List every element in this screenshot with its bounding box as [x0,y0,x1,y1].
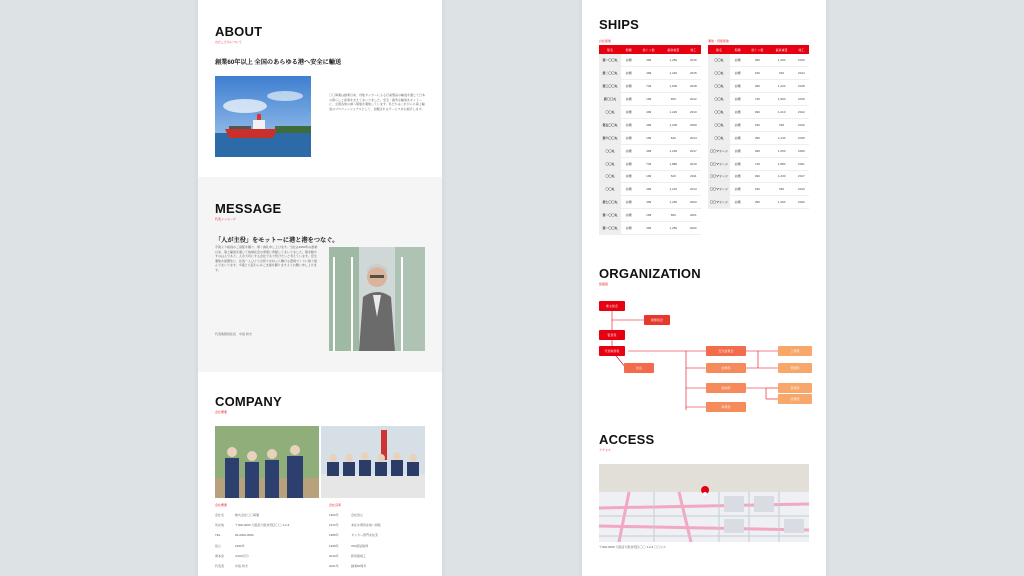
ship-cell: 1,230 [769,170,793,183]
ship-name: 第一〇〇丸 [599,54,621,67]
ship-cell: 油槽 [730,54,745,67]
ship-cell: 油槽 [621,80,636,93]
ship-cell: 2021 [794,157,809,170]
ship-cell: 2020 [794,144,809,157]
ship-name: 〇〇丸 [708,93,730,106]
ship-cell: 油槽 [730,196,745,209]
ship-cell: 1,250 [661,222,686,235]
org-box-auditor: 監査役 [599,330,625,340]
ship-cell: 199 [745,67,769,80]
ships-title: SHIPS [599,17,640,32]
info-label: 設立 [215,543,222,548]
access-subtitle: アクセス [599,448,611,452]
ship-cell: 2015 [794,131,809,144]
history-row [329,523,429,528]
ship-cell: 油槽 [730,106,745,119]
ship-cell: 199 [745,118,769,131]
ship-cell: 油槽 [621,196,636,209]
history-row [329,554,429,559]
info-label: 代表者 [215,563,225,568]
ship-cell: 油槽 [621,93,636,106]
history-year: 1972年 [329,523,339,528]
ship-name: 〇〇丸 [708,118,730,131]
ship-name: 〇〇丸 [599,144,621,157]
ship-cell: 油槽 [730,93,745,106]
ship-row [708,106,809,119]
ship-name: 第二〇〇丸 [599,67,621,80]
ship-cell: 1,260 [661,196,686,209]
ship-cell: 油槽 [621,54,636,67]
ship-name: 第五〇〇丸 [599,118,621,131]
org-box-shareholders: 株主総会 [599,301,625,311]
org-box-safety: 安全委員会 [706,346,746,356]
company-subtitle: 会社概要 [215,410,228,414]
history-year: 2010年 [329,553,339,558]
history-year: 1999年 [329,543,339,548]
info-value: 3,000万円 [235,553,249,558]
ship-row [599,80,701,93]
info-value: 1960年 [235,543,245,548]
info-row [215,554,315,559]
ship-cell: 1,210 [661,183,686,196]
info-value: 06-0000-0000 [235,533,254,538]
ship-cell: 1,880 [769,157,793,170]
ship-cell: 199 [636,209,661,222]
ship-row [708,170,809,183]
company-history-heading: 会社沿革 [329,503,342,507]
ship-photo [215,76,311,157]
organization-title: ORGANIZATION [599,266,701,281]
info-row [215,544,315,549]
ship-cell: 499 [745,80,769,93]
ship-row [599,54,701,67]
ship-row [708,80,809,93]
ship-name: 〇〇丸 [599,170,621,183]
ship-cell: 油槽 [730,67,745,80]
ships-header-cell: 船名 [599,45,621,54]
ship-cell: 199 [636,131,661,144]
ship-name: 〇〇丸 [708,80,730,93]
chartered-ships-table [708,45,809,209]
ship-row [708,196,809,209]
ship-name: 〇〇丸 [708,106,730,119]
ship-cell: 1,220 [769,80,793,93]
ship-cell: 2012 [686,93,701,106]
ship-cell: 2022 [686,222,701,235]
ship-cell: 499 [745,131,769,144]
ship-row [599,196,701,209]
ship-cell: 1,230 [661,144,686,157]
organization-subtitle: 組織図 [599,282,609,286]
ships-header-cell: 船名 [708,45,730,54]
ship-cell: 油槽 [730,144,745,157]
info-label: TEL [215,533,221,538]
ship-cell: 2018 [686,80,701,93]
ship-cell: 499 [745,144,769,157]
ship-name: 〇〇丸 [708,67,730,80]
history-text: 本社を現所在地へ移転 [351,523,382,528]
ship-cell: 199 [745,183,769,196]
ships-header-cell: 竣工 [794,45,809,54]
about-lead: 創業60年以上 全国のあらゆる港へ安全に輸送 [215,59,342,66]
ship-cell: 2021 [686,209,701,222]
message-title: MESSAGE [215,201,282,216]
ship-row [599,144,701,157]
ship-cell: 2015 [686,67,701,80]
ship-cell: 2012 [794,106,809,119]
ship-cell: 2009 [686,118,701,131]
ship-cell: 油槽 [621,170,636,183]
company-history-list [329,513,429,574]
ship-cell: 1,200 [769,54,793,67]
access-address: 〒000-0000 大阪府大阪市西区〇〇 1-2-3 〇〇ビル [599,545,667,549]
ship-name: 〇〇マリーン [708,144,730,157]
ship-cell: 油槽 [621,67,636,80]
info-label: 所在地 [215,523,225,528]
ship-row [599,118,701,131]
ship-cell: 1,210 [769,106,793,119]
ship-cell: 2010 [686,106,701,119]
history-year: 1960年 [329,513,339,517]
ship-cell: 499 [745,170,769,183]
ship-row [708,131,809,144]
company-section [198,372,442,576]
ships-table2-caption: 運航・用船船舶 [708,39,730,43]
ship-cell: 499 [745,106,769,119]
ship-cell: 630 [769,118,793,131]
ship-cell: 1,220 [661,106,686,119]
ship-row [708,93,809,106]
ship-cell: 1,250 [661,54,686,67]
ship-cell: 1,900 [661,80,686,93]
ship-row [708,118,809,131]
ship-cell: 油槽 [621,131,636,144]
ship-row [708,157,809,170]
ship-cell: 2010 [794,118,809,131]
info-row [215,523,315,528]
ship-cell: 1,900 [769,93,793,106]
access-section [582,410,826,576]
ship-name: 第七〇〇丸 [599,196,621,209]
info-row [215,533,315,538]
about-subtitle: わたしたちについて [215,40,242,44]
message-body: 平素より格別のご高配を賜り、厚く御礼申し上げます。当社は1960年の創業以来、海上輸送を通じて地域社会の発展に貢献してまいりました。船を動かすのは人であり、人を大切にする会社であり続けたいと考えています。安全運航を最優先に、社員一人ひとりが誇りを持って働ける環境づくりに取り組んでまいります。今後とも変わらぬご支援を賜りますようお願い申し上げます。 [215,245,318,272]
ships-header-cell: 船種 [621,45,636,54]
org-box-marine: 海務部 [706,402,746,412]
about-section [198,0,442,177]
ship-name: 〇〇丸 [708,54,730,67]
ship-cell: 油槽 [621,106,636,119]
right-page [582,0,826,576]
ship-cell: 2017 [794,170,809,183]
ship-cell: 499 [636,118,661,131]
info-value: 中島 和夫 [235,563,248,568]
ship-cell: 499 [636,196,661,209]
ships-header-cell: 載貨重量 [661,45,686,54]
ship-row [599,67,701,80]
ship-cell: 1,250 [769,144,793,157]
ship-cell: 650 [661,93,686,106]
ship-row [708,67,809,80]
history-row [329,533,429,538]
ship-cell: 1,200 [661,118,686,131]
access-title: ACCESS [599,432,655,447]
ship-cell: 油槽 [621,118,636,131]
history-text: タンカー部門を拡充 [351,533,379,538]
ship-name: 〇〇マリーン [708,196,730,209]
org-box-board: 取締役会 [644,315,670,325]
ship-cell: 2019 [794,93,809,106]
left-page [198,0,442,576]
history-row [329,564,429,569]
organization-section [582,250,826,410]
ship-cell: 2011 [686,170,701,183]
history-row [329,544,429,549]
ship-cell: 1,880 [661,157,686,170]
ceo-photo [329,247,425,351]
ship-cell: 油槽 [730,80,745,93]
company-title: COMPANY [215,394,282,409]
ship-row [599,183,701,196]
ship-row [599,106,701,119]
ship-name: 第一〇〇丸 [599,209,621,222]
ship-cell: 650 [769,183,793,196]
crew-photo [321,426,425,498]
message-sign: 代表取締役社長 中島 和夫 [215,332,252,336]
ship-row [599,157,701,170]
org-box-president-rep: 代表取締役 [599,346,625,356]
ship-row [708,183,809,196]
access-map[interactable] [599,464,809,542]
ship-cell: 2013 [794,183,809,196]
ship-row [599,93,701,106]
ship-name: 新〇〇丸 [599,93,621,106]
ship-cell: 2013 [686,183,701,196]
ship-cell: 660 [661,209,686,222]
info-row [215,513,315,518]
ship-row [599,222,701,235]
ship-cell: 油槽 [621,209,636,222]
ship-name: 〇〇丸 [708,131,730,144]
ship-cell: 749 [745,157,769,170]
ships-header-cell: 総トン数 [745,45,769,54]
org-box-ship: 船舶部 [706,383,746,393]
staff-photo [215,426,319,498]
ship-cell: 油槽 [621,222,636,235]
company-info-heading: 会社概要 [215,503,228,507]
ship-name: 第三〇〇丸 [599,80,621,93]
ship-cell: 油槽 [730,131,745,144]
ship-cell: 2016 [794,54,809,67]
message-lead: 「人が主役」をモットーに港と港をつなぐ。 [215,237,339,244]
history-text: ISO認証取得 [351,543,369,548]
info-row [215,564,315,569]
ship-cell: 199 [636,93,661,106]
about-title: ABOUT [215,24,263,39]
org-box-accounting: 経理部 [778,394,812,404]
ship-cell: 1,260 [769,196,793,209]
ship-row [599,131,701,144]
ship-cell: 620 [661,170,686,183]
ship-cell: 2014 [794,67,809,80]
ship-cell: 749 [745,93,769,106]
org-box-engineering: 工務部 [778,346,812,356]
ships-header-cell: 船種 [730,45,745,54]
ship-cell: 2014 [686,131,701,144]
org-box-sales: 営業部 [778,383,812,393]
ship-cell: 749 [636,80,661,93]
ship-cell: 油槽 [730,118,745,131]
org-box-management: 管理部 [778,363,812,373]
ship-cell: 199 [636,170,661,183]
ship-name: 第六〇〇丸 [599,131,621,144]
history-year: 1985年 [329,533,339,538]
ship-name: 〇〇マリーン [708,183,730,196]
ship-cell: 499 [745,54,769,67]
ship-name: 〇〇丸 [599,157,621,170]
ship-cell: 499 [636,222,661,235]
ship-cell: 499 [636,54,661,67]
message-section [198,177,442,372]
org-box-general: 総務部 [706,363,746,373]
ship-cell: 499 [636,67,661,80]
ships-table1-caption: 自社船舶 [599,39,612,43]
company-info-list [215,513,315,574]
ship-cell: 2019 [686,157,701,170]
org-box-president: 社長 [624,363,654,373]
ship-cell: 2020 [686,196,701,209]
ship-cell: 1,240 [769,131,793,144]
ship-cell: 油槽 [730,183,745,196]
ship-cell: 2022 [794,196,809,209]
ship-cell: 2017 [686,144,701,157]
ship-cell: 640 [661,131,686,144]
ships-header-cell: 総トン数 [636,45,661,54]
ship-row [599,209,701,222]
info-value: 〒000-0000 大阪府大阪市西区〇〇 1-2-3 [235,523,290,528]
info-value: 株式会社〇〇海運 [235,513,260,517]
ship-cell: 1,240 [661,67,686,80]
ship-cell: 油槽 [621,144,636,157]
info-label: 会社名 [215,513,225,517]
ship-cell: 2018 [794,80,809,93]
history-text: 新造船竣工 [351,553,367,558]
own-ships-table [599,45,701,235]
ship-cell: 499 [636,183,661,196]
ship-name: 〇〇マリーン [708,170,730,183]
about-body: 〇〇海運は創業以来、内航タンカーによる石油製品の輸送を通じて日本の暮らしと産業を支えてまいりました。安全・確実な輸送をモットーに、全国各地の港へ船舶を運航しています。私たちはこれからも海上輸送のプロフェッショナルとして、信頼されるサービスをお届けします。 [329,93,425,111]
history-year: 2021年 [329,563,339,568]
ship-name: 〇〇マリーン [708,157,730,170]
ship-name: 〇〇丸 [599,106,621,119]
info-label: 資本金 [215,553,225,558]
ship-cell: 油槽 [730,157,745,170]
ship-row [708,54,809,67]
ships-header-cell: 載貨重量 [769,45,793,54]
ship-cell: 499 [636,144,661,157]
history-text: 創業60周年 [351,563,367,568]
ship-cell: 640 [769,67,793,80]
ships-section [582,0,826,250]
ship-cell: 油槽 [730,170,745,183]
ship-cell: 油槽 [621,157,636,170]
history-row [329,513,429,518]
ship-name: 第一〇〇丸 [599,222,621,235]
ship-name: 〇〇丸 [599,183,621,196]
ship-cell: 499 [636,106,661,119]
ship-cell: 油槽 [621,183,636,196]
ship-cell: 2016 [686,54,701,67]
ships-header-cell: 竣工 [686,45,701,54]
ship-row [708,144,809,157]
ship-row [599,170,701,183]
message-subtitle: 代表メッセージ [215,217,236,221]
ship-cell: 749 [636,157,661,170]
history-text: 会社設立 [351,513,364,517]
ship-cell: 499 [745,196,769,209]
